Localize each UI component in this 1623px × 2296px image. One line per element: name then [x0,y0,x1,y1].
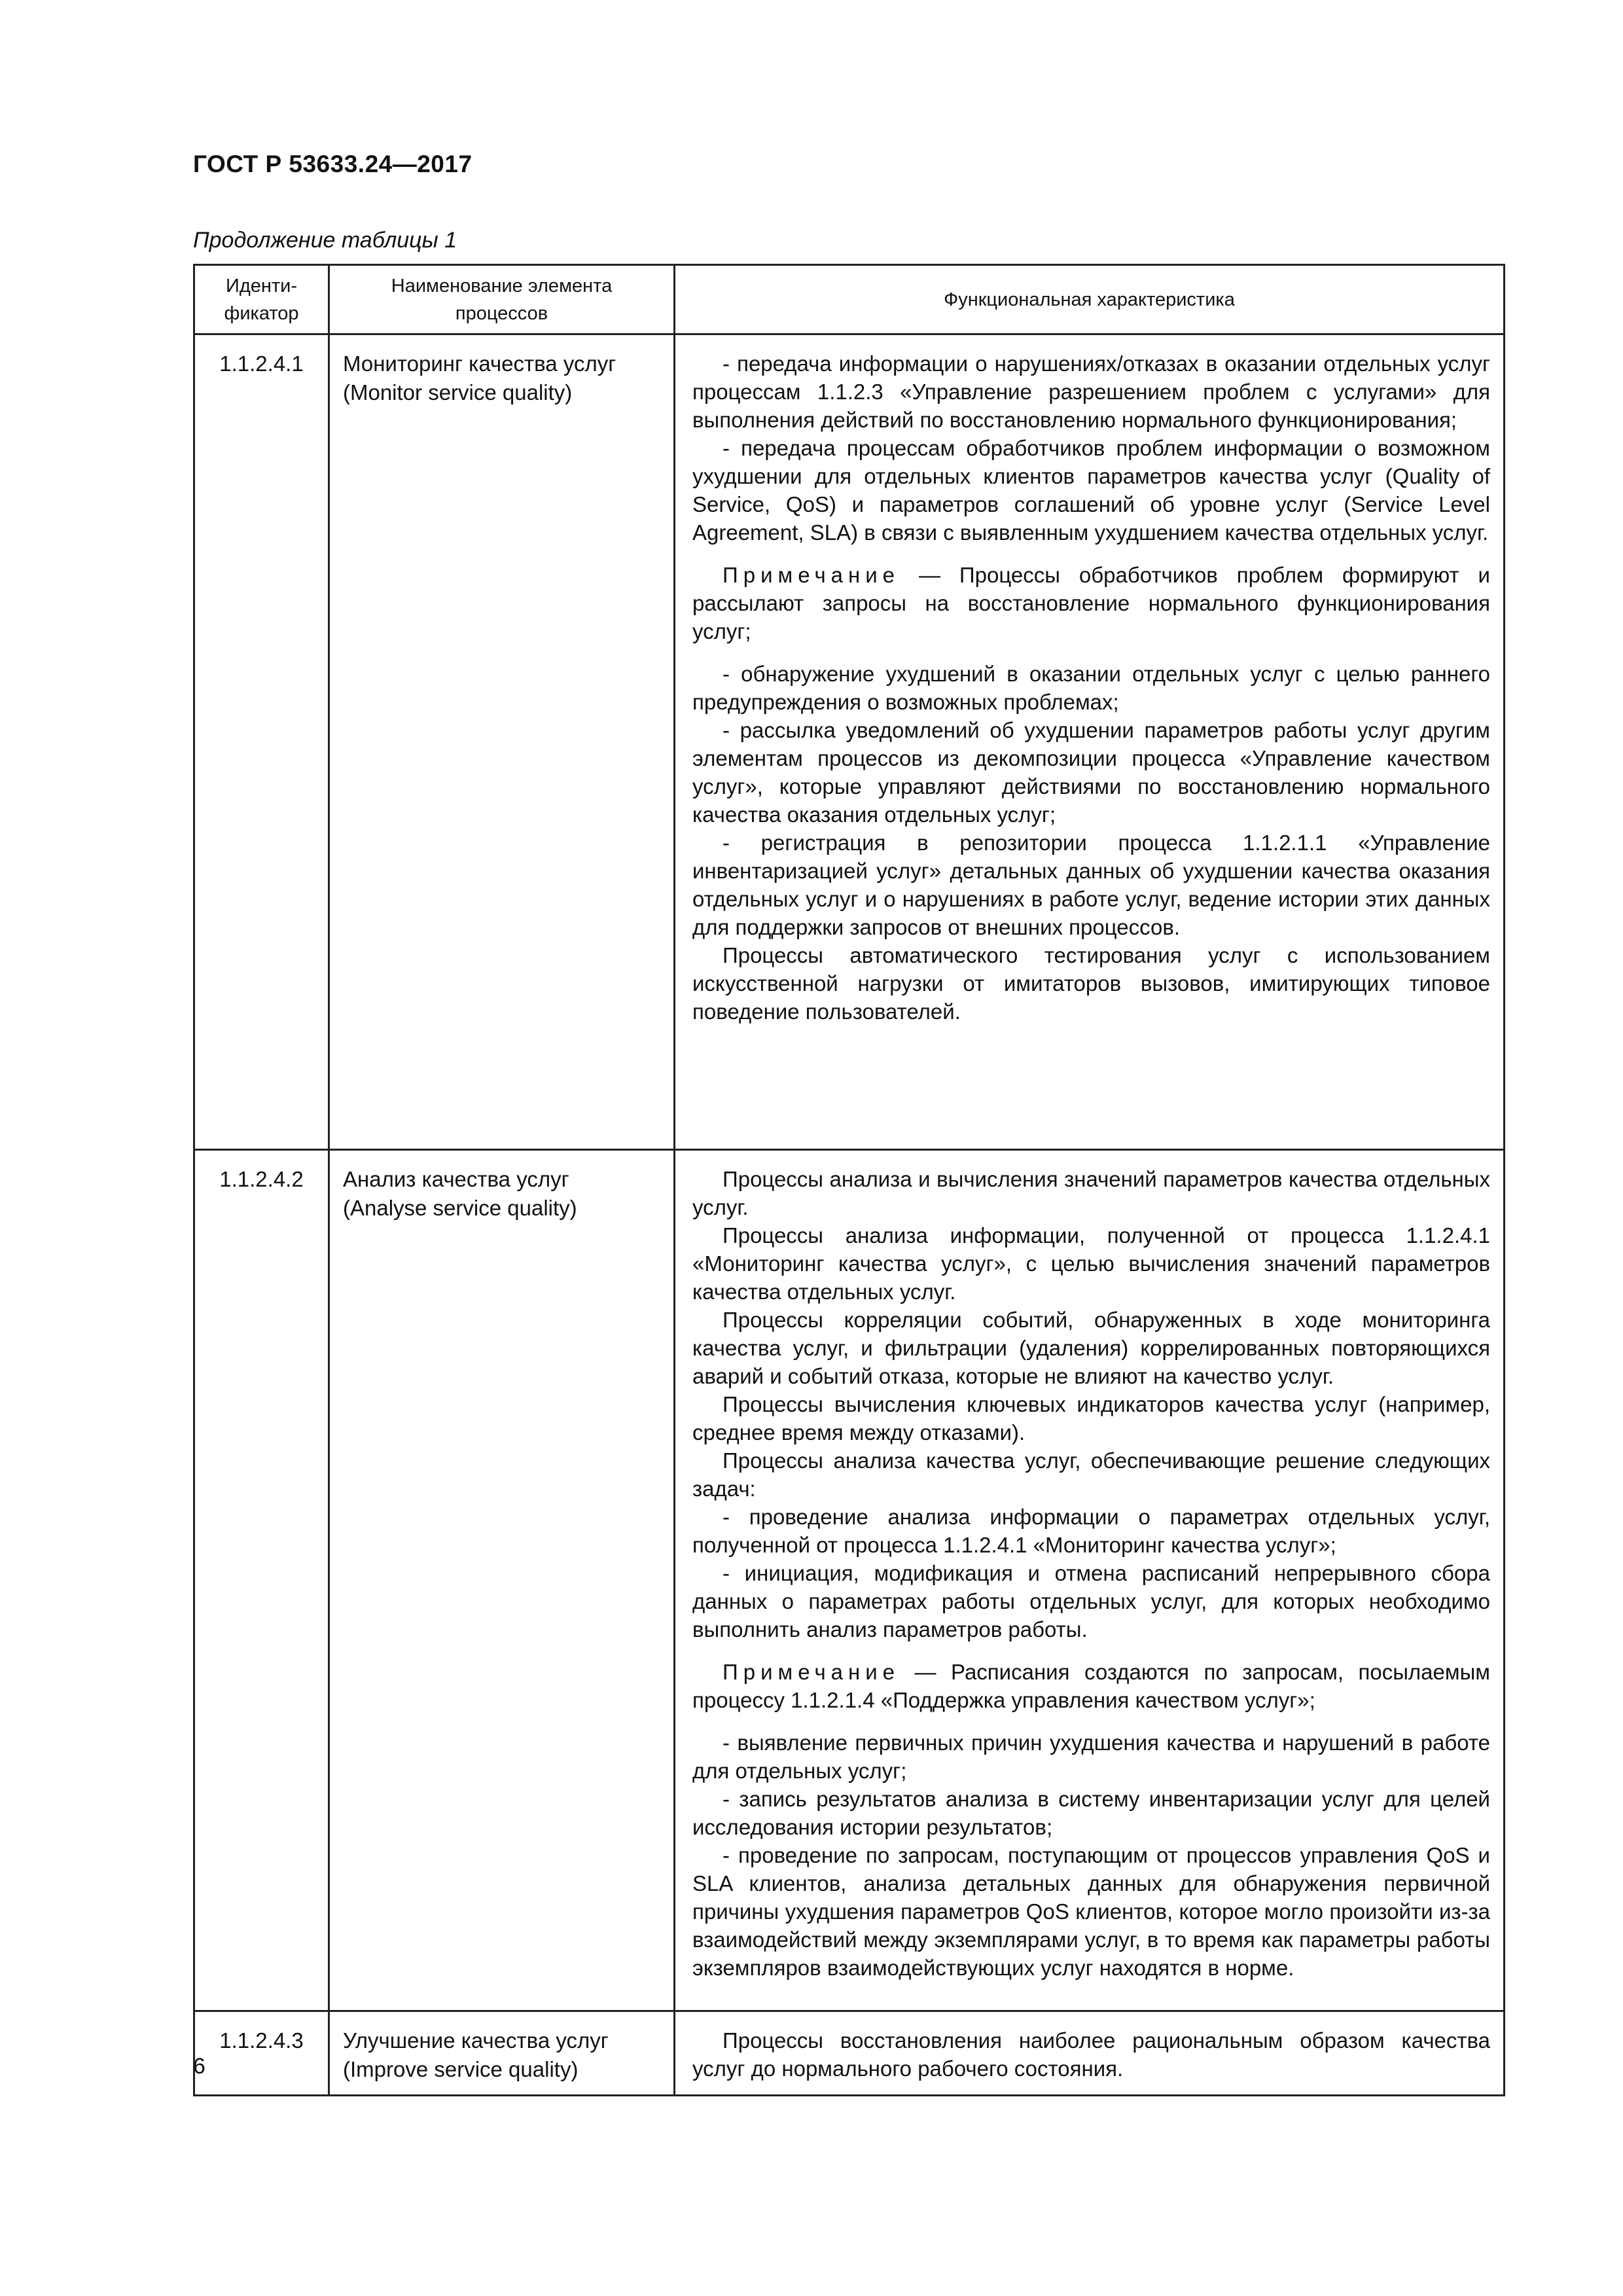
func-paragraph: Процессы анализа информации, полученной от процесса 1.1.2.4.1 «Мониторинг качества услуг», с целью вычисления значений параметров качества отдельных услуг. [692,1223,1490,1304]
note-text: — Расписания создаются по запросам, посылаемым процессу 1.1.2.1.4 «Поддержка управления качеством услуг»; [692,1660,1490,1712]
func-note [692,1658,1490,1714]
func-paragraph: - рассылка уведомлений об ухудшении параметров работы услуг другим элементам процессов из декомпозиции процесса «Управление качеством услуг», которые управляют действиями по восстановлению нормального качества оказания отдельных услуг; [692,718,1490,827]
column-header-id-line2: фикатор [224,302,299,324]
process-table [193,264,1505,2096]
row-name-ru: Мониторинг качества услуг [343,351,616,376]
func-paragraph: - проведение анализа информации о параметрах отдельных услуг, полученной от процесса 1.1.2.4.1 «Мониторинг качества услуг»; [692,1505,1490,1557]
table-caption: Продолжение таблицы 1 [193,228,457,253]
row-func-cell [675,2011,1505,2096]
row-name-cell [329,1150,675,2011]
row-func-cell [675,1150,1505,2011]
row-name-ru: Улучшение качества услуг [343,2028,609,2053]
table-row [194,2011,1505,2096]
func-paragraph: - запись результатов анализа в систему инвентаризации услуг для целей исследования истории результатов; [692,1787,1490,1839]
row-id-cell [194,2011,329,2096]
row-name-en: (Analyse service quality) [343,1196,577,1220]
row-name-en: (Improve service quality) [343,2057,579,2081]
row-name-ru: Анализ качества услуг [343,1167,569,1191]
func-paragraph: Процессы восстановления наиболее рациональным образом качества услуг до нормального рабочего состояния. [692,2028,1490,2081]
column-header-id-line1: Иденти- [225,275,298,296]
row-id: 1.1.2.4.2 [219,1167,304,1191]
column-header-func [675,265,1505,334]
column-header-name-line1: Наименование элемента [391,275,613,296]
row-id-cell [194,1150,329,2011]
func-paragraph: - выявление первичных причин ухудшения качества и нарушений в работе для отдельных услуг; [692,1731,1490,1783]
func-paragraph: - проведение по запросам, поступающим от процессов управления QoS и SLA клиентов, анализа детальных данных для обнаружения первичной причины ухудшения параметров QoS клиентов, которое могло произойти из-за взаимодействий между экземплярами услуг, в то время как параметры работы экземпляров взаимодействующих услуг находятся в норме. [692,1843,1490,1980]
document-header: ГОСТ Р 53633.24—2017 [193,151,473,177]
row-func-cell [675,334,1505,1150]
func-paragraph: Процессы анализа качества услуг, обеспечивающие решение следующих задач: [692,1448,1490,1501]
row-name-cell [329,334,675,1150]
note-text: — Процессы обработчиков проблем формируют и рассылают запросы на восстановление нормального функционирования услуг; [692,563,1490,643]
row-id-cell [194,334,329,1150]
func-paragraph: - обнаружение ухудшений в оказании отдельных услуг с целью раннего предупреждения о возможных проблемах; [692,662,1490,714]
table-row [194,334,1505,1150]
func-paragraph: - передача процессам обработчиков проблем информации о возможном ухудшении для отдельных клиентов параметров качества услуг (Quality of Service, QoS) и параметров соглашений об уровне услуг (Service Level Agreement, SLA) в связи с выявленным ухудшением качества отдельных услуг. [692,436,1490,545]
func-paragraph: - передача информации о нарушениях/отказах в оказании отдельных услуг процессам 1.1.2.3 «Управление разрешением проблем с услугами» для выполнения действий по восстановлению нормального функционирования; [692,351,1490,432]
row-id: 1.1.2.4.3 [219,2028,304,2053]
func-paragraph: Процессы вычисления ключевых индикаторов качества услуг (например, среднее время между отказами). [692,1392,1490,1444]
table-header-row [194,265,1505,334]
column-header-name-line2: процессов [455,302,548,324]
column-header-id [194,265,329,334]
page-number: 6 [193,2054,205,2079]
func-paragraph: Процессы корреляции событий, обнаруженных в ходе мониторинга качества услуг, и фильтрации (удаления) коррелированных повторяющихся аварий и событий отказа, которые не влияют на качество услуг. [692,1308,1490,1388]
func-paragraph: Процессы автоматического тестирования услуг с использованием искусственной нагрузки от имитаторов вызовов, имитирующих типовое поведение пользователей. [692,943,1490,1024]
note-label: Примечание [722,1660,901,1684]
row-name-cell [329,2011,675,2096]
table-row [194,1150,1505,2011]
func-paragraph: - регистрация в репозитории процесса 1.1.2.1.1 «Управление инвентаризацией услуг» детальных данных об ухудшении качества оказания отдельных услуг и о нарушениях в работе услуг, ведение истории этих данных для поддержки запросов от внешних процессов. [692,831,1490,939]
func-note [692,561,1490,645]
column-header-func-label: Функциональная характеристика [944,289,1235,310]
row-name-en: (Monitor service quality) [343,380,573,404]
note-label: Примечание [722,563,901,587]
func-paragraph: Процессы анализа и вычисления значений параметров качества отдельных услуг. [692,1167,1490,1219]
column-header-name [329,265,675,334]
row-id: 1.1.2.4.1 [219,351,304,376]
func-paragraph: - инициация, модификация и отмена расписаний непрерывного сбора данных о параметрах работы отдельных услуг, для которых необходимо выполнить анализ параметров работы. [692,1561,1490,1641]
